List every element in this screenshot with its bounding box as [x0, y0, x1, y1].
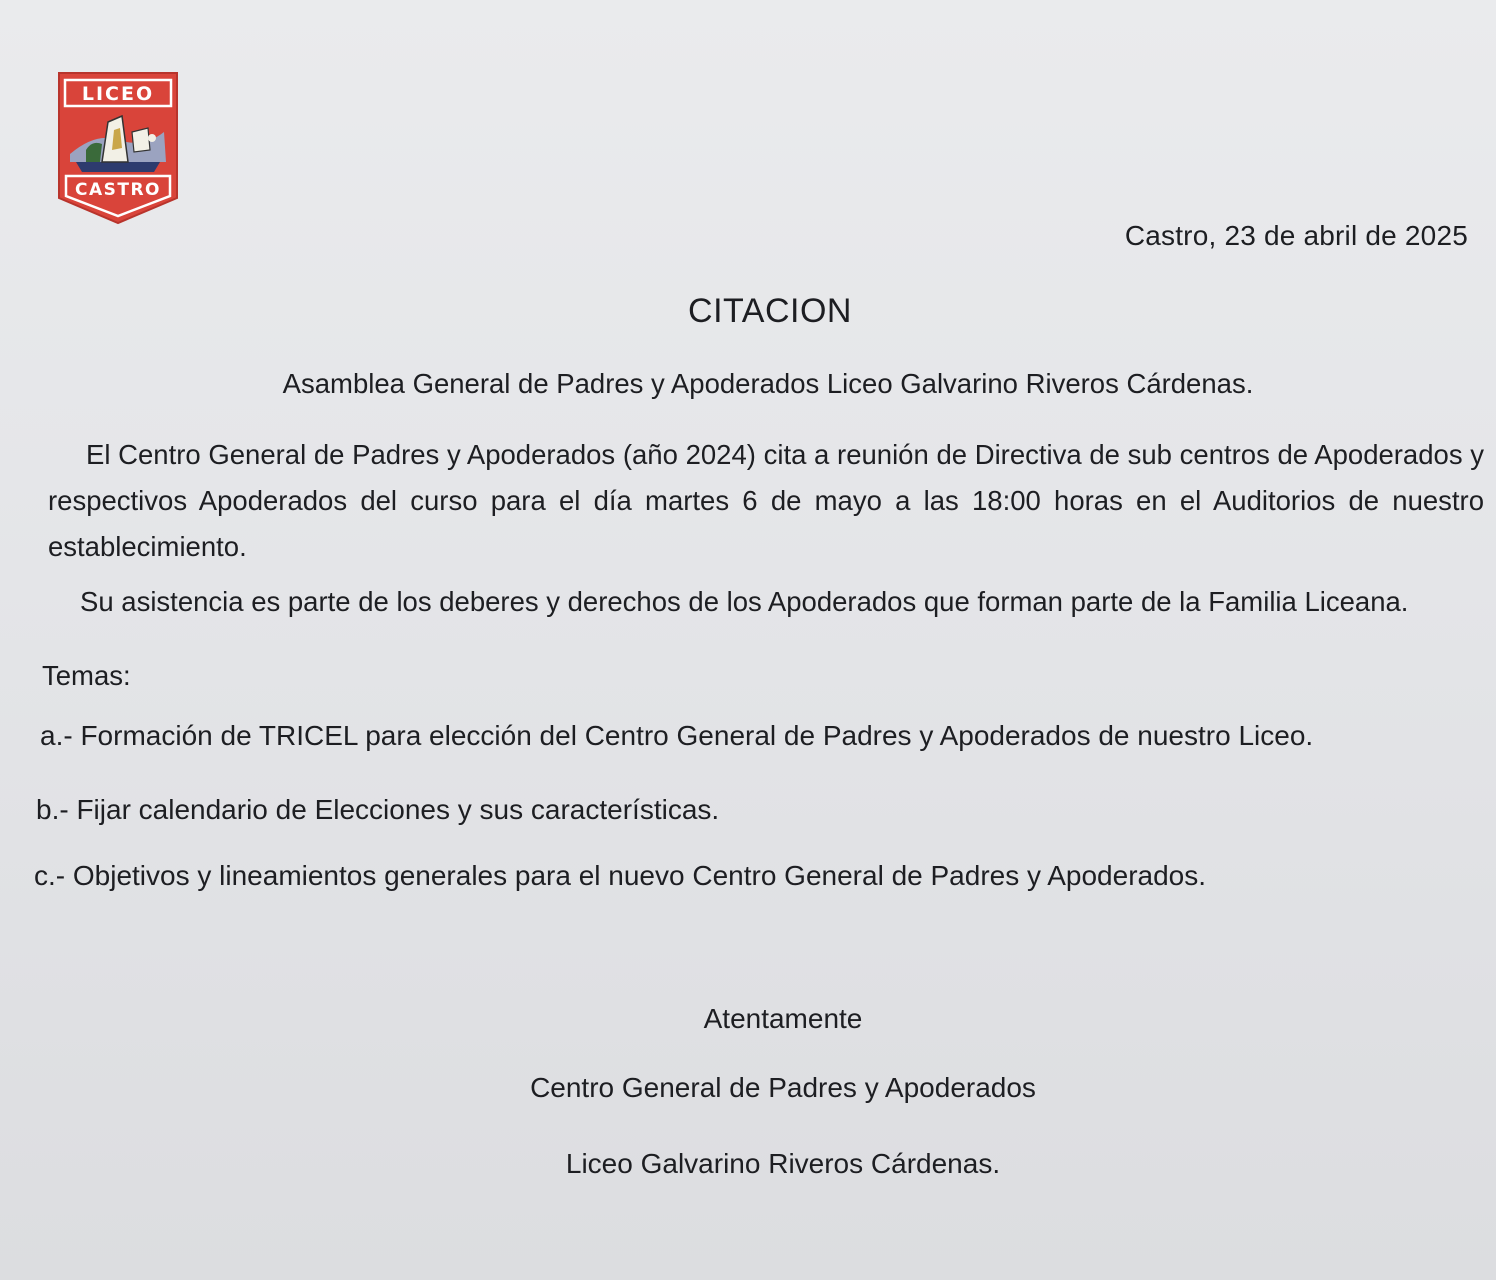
topic-item-a: a.- Formación de TRICEL para elección del Centro General de Padres y Apoderados de nuestro Liceo. [40, 720, 1314, 751]
logo-text-top: LICEO [81, 83, 155, 105]
body-paragraph-1: El Centro General de Padres y Apoderados (año 2024) cita a reunión de Directiva de sub centros de Apoderados y respectivos Apoderados del curso para el día martes 6 de mayo a las 18:00 horas en el Auditorios de nuestro establecimiento. [48, 439, 1484, 562]
letter-subtitle: Asamblea General de Padres y Apoderados Liceo Galvarino Riveros Cárdenas. [282, 368, 1254, 399]
school-logo [56, 70, 180, 226]
signature-school: Liceo Galvarino Riveros Cárdenas. [565, 1148, 1001, 1179]
signature-organization: Centro General de Padres y Apoderados [530, 1072, 1036, 1103]
topic-item-c: c.- Objetivos y lineamientos generales para el nuevo Centro General de Padres y Apoderados. [34, 860, 1207, 891]
letter-title: CITACION [688, 292, 852, 330]
topic-item-b: b.- Fijar calendario de Elecciones y sus características. [36, 794, 720, 825]
topics-label: Temas: [42, 660, 131, 691]
closing-salutation: Atentamente [703, 1003, 863, 1034]
letter-date: Castro, 23 de abril de 2025 [1124, 220, 1468, 251]
logo-text-bottom: CASTRO [74, 180, 162, 200]
body-paragraph-2: Su asistencia es parte de los deberes y derechos de los Apoderados que forman parte de la Familia Liceana. [80, 586, 1409, 617]
